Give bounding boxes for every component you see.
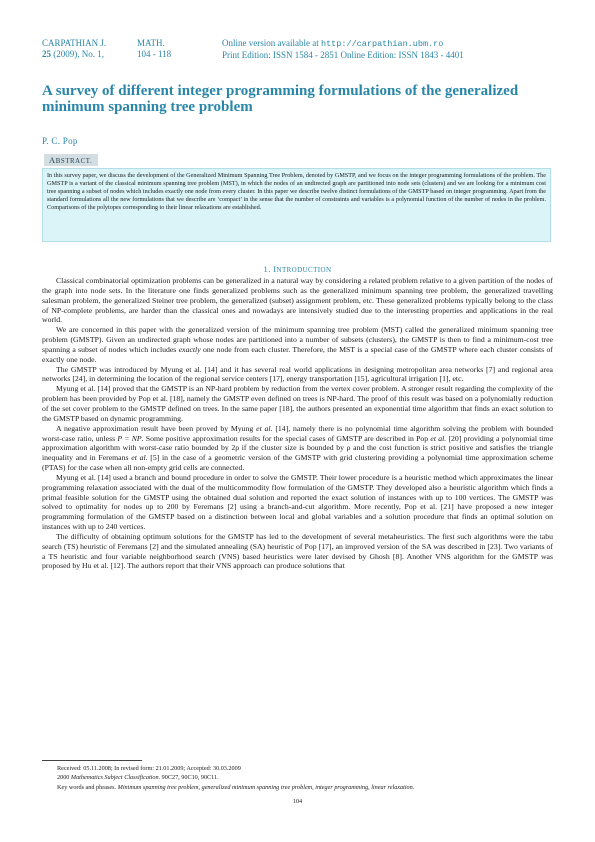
online-prefix: Online version available at	[222, 38, 321, 48]
journal-pages: 104 - 118	[137, 49, 172, 59]
paragraph: Classical combinatorial optimization problems can be generalized in a natural way by considering a related problem relative to a given partition of the nodes of the graph into node sets. In the literature one finds generalized problems such as the generalized minimum spanning tree problem, the generalized travelling salesman problem, the generalized Steiner tree problem, the generalized (subset) assignment problem, etc. These generalized problems typically belong to the class of NP-complete problems, are harder than the classical ones and nowadays are intensively studied due to the interesting properties and applications in the real world.	[42, 276, 553, 325]
page-number: 104	[292, 798, 303, 805]
journal-volume: 25	[42, 49, 51, 59]
abstract-text: In this survey paper, we discuss the development of the Generalized Minimum Spanning Tree Problem, denoted by GMSTP, and we focus on the integer programming formulations of the problem. The GMSTP is a variant of the classical minimum spanning tree problem (MST), in which the nodes of an undirected graph are partitioned into node sets (clusters) and we are looking for a minimum cost tree spanning a subset of nodes which includes exactly one node from every cluster. In this paper we describe twelve distinct formulations of the GMSTP based on integer programming. Apart from the standard formulations all the new formulations that we describe are ‘compact’ in the sense that the number of constraints and variables is a polynomial function of the number of nodes in the problem. Comparisons of the polytopes corresponding to their linear relaxations are established.	[47, 172, 546, 212]
section-heading: 1. INTRODUCTION	[263, 264, 332, 274]
footnote-msc: 2000 Mathematics Subject Classification. 90C27, 90C10, 90C11.	[57, 774, 219, 782]
online-url-link[interactable]: http://carpathian.ubm.ro	[320, 39, 444, 49]
footnote-keywords: Key words and phrases. Minimum spanning tree problem, generalized minimum spanning tree problem, integer programming, linear relaxation.	[57, 783, 415, 791]
paragraph: A negative approximation result have been proved by Myung et al. [14], namely there is no polynomial time algorithm solving the problem with bounded worst-case ratio, unless P = NP. Some positive approximation results for the special cases of GMSTP are described in Pop et al. [20] providing a polynomial time approximation algorithm with worst-case ratio bounded by 2ρ if the cluster size is bounded by ρ and the cost function is strict positive and satisfies the triangle inequality and in Feremans et al. [5] in the case of a geometric version of the GMSTP with grid clustering providing a polynomial time approximation scheme (PTAS) for the case when all non-empty grid cells are connected.	[42, 423, 554, 473]
abstract-label: ABSTRACT.	[44, 154, 98, 166]
footnote-dates: Received: 05.11.2008; In revised form: 21.01.2009; Accepted: 30.03.2009	[57, 765, 241, 772]
journal-year-issue: (2009), No. 1,	[53, 49, 104, 59]
paragraph: The GMSTP was introduced by Myung et al. [14] and it has several real world applications in designing metropolitan area networks [7] and regional area networks [24], in determining the location of the regional service centers [17], energy transportation [15], agricultural irrigation [1], etc.	[42, 364, 553, 384]
journal-subject: MATH.	[137, 38, 165, 48]
paragraph: We are concerned in this paper with the generalized version of the minimum spanning tree problem (MST) called the generalized minimum spanning tree problem (GMSTP). Given an undirected graph whose nodes are partitioned into a number of subsets (clusters), the GMSTP is then to find a minimum-cost tree spanning a subset of nodes which includes exactly one node from each cluster. Therefore, the MST is a special case of the GMSTP where each cluster consists of exactly one node.	[42, 325, 554, 364]
journal-name: CARPATHIAN J.	[42, 38, 107, 48]
footnote-rule	[42, 760, 142, 761]
paragraph: Myung et al. [14] used a branch and bound procedure in order to solve the GMSTP. Their lower procedure is a heuristic method which approximates the linear programming relaxation associated with the dual of the multicommodity flow formulation of the GMSTP. They developed also a heuristic algorithm which finds a primal feasible solution for the GMSTP using the obtained dual solution and reported the exact solution of instances with up to 100 vertices. The GMSTP was solved to optimality for nodes up to 200 by Feremans [2] using a branch-and-cut algorithm. More recently, Pop et al. [21] have proposed a new integer programming formulation of the GMSTP based on a distinction between local and global variables and a solution procedure that finds an optimal solution on instances with up to 240 vertices.	[42, 472, 553, 532]
author-name: P. C. Pop	[42, 136, 78, 146]
paper-body	[42, 276, 553, 571]
edition-info	[222, 38, 552, 61]
abstract-box	[42, 168, 551, 242]
journal-header	[42, 38, 202, 60]
paragraph: Myung et al. [14] proved that the GMSTP is an NP-hard problem by reduction from the vertex cover problem. A stronger result regarding the complexity of the problem has been provided by Pop et al. [18], namely the GMSTP even defined on trees is NP-hard. The proof of this result was based on a polynomially reduction of the set cover problem to the GMSTP defined on trees. In the same paper [18], the authors presented an exponential time algorithm that finds an exact solution to the GMSTP based on dynamic programming.	[42, 384, 553, 423]
footnotes	[57, 764, 557, 792]
print-edition: Print Edition: ISSN 1584 - 2851 Online Edition: ISSN 1843 - 4401	[222, 50, 464, 60]
paragraph: The difficulty of obtaining optimum solutions for the GMSTP has led to the development of several metaheuristics. The first such algorithms were the tabu search (TS) heuristic of Feremans [2] and the simulated annealing (SA) heuristic of Pop [17], an improved version of the SA was described in [23]. Two variants of a TS heuristic and four variable neighborhood search (VNS) based heuristics were later devised by Ghosh [8]. Another VNS algorithm for the GMSTP was proposed by Hu et al. [12]. The authors report that their VNS approach can produce solutions that	[42, 531, 553, 571]
paper-title: A survey of different integer programming formulations of the generalized minimum spanning tree problem	[42, 83, 519, 115]
